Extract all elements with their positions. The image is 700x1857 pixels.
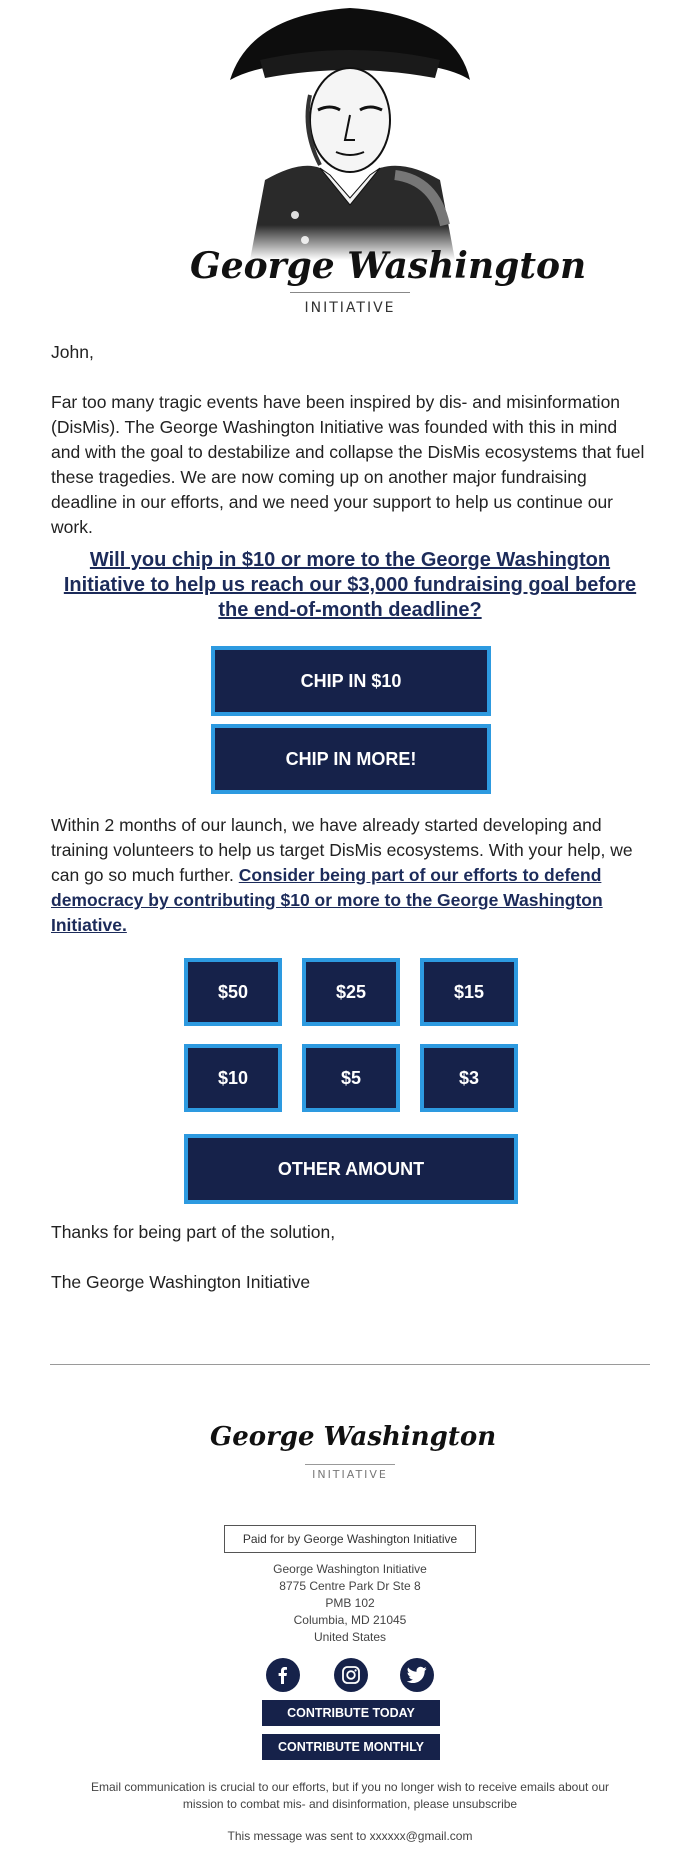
amount-5-button[interactable]: $5: [302, 1044, 400, 1112]
paragraph-2: [51, 813, 651, 938]
amount-3-button[interactable]: $3: [420, 1044, 518, 1112]
ask-link[interactable]: Will you chip in $10 or more to the George Washington Initiative to help us reach our $3,000 fundraising goal before the end-of-month deadline?: [63, 549, 637, 621]
instagram-glyph: [341, 1665, 361, 1685]
sent-to-note: This message was sent to xxxxxx@gmail.com: [227, 1829, 473, 1843]
footer-logo-rule: [305, 1464, 395, 1465]
closing-line: Thanks for being part of the solution,: [51, 1222, 336, 1242]
footer-divider: [50, 1364, 650, 1365]
signature: The George Washington Initiative: [51, 1272, 311, 1292]
address-line: Columbia, MD 21045: [293, 1613, 407, 1627]
amount-15-button[interactable]: $15: [420, 958, 518, 1026]
address-line: PMB 102: [325, 1596, 375, 1610]
header-logo-script: George Washington: [190, 245, 587, 287]
paid-for-box: Paid for by George Washington Initiative: [224, 1525, 476, 1553]
amount-10-button[interactable]: $10: [184, 1044, 282, 1112]
intro-paragraph: Far too many tragic events have been inspired by dis- and misinformation (DisMis). The George Washington Initiative was founded with this in mind and with the goal to destabilize and collapse the DisMis ecosystems that fuel these tragedies. We are now coming up on another major fundraising deadline in our efforts, and we need your support to help us continue our work.: [51, 392, 645, 537]
washington-portrait: [190, 0, 510, 260]
contribute-link[interactable]: Consider being part of our efforts to defend democracy by contributing $10 or more to the George Washington Initiative.: [51, 865, 603, 935]
header-logo-rule: [290, 292, 410, 293]
paragraph-2-text: Within 2 months of our launch, we have already started developing and training volunteers to help us target DisMis ecosystems. With your help, we can go so much further.: [51, 815, 633, 885]
greeting: John,: [51, 342, 94, 362]
contribute-monthly-button[interactable]: CONTRIBUTE MONTHLY: [262, 1734, 440, 1760]
instagram-icon[interactable]: [334, 1658, 368, 1692]
other-amount-button[interactable]: OTHER AMOUNT: [184, 1134, 518, 1204]
address-line: United States: [313, 1630, 387, 1644]
amount-25-button[interactable]: $25: [302, 958, 400, 1026]
unsubscribe-note[interactable]: Email communication is crucial to our efforts, but if you no longer wish to receive emails about our mission to combat mis- and disinformation, please unsubscribe: [90, 1780, 610, 1811]
twitter-glyph: [407, 1666, 427, 1684]
chip-in-10-button[interactable]: CHIP IN $10: [211, 646, 491, 716]
footer-logo-script: George Washington: [210, 1422, 497, 1452]
facebook-icon[interactable]: [266, 1658, 300, 1692]
address-line: George Washington Initiative: [273, 1562, 427, 1576]
facebook-glyph: [274, 1666, 292, 1684]
amount-50-button[interactable]: $50: [184, 958, 282, 1026]
chip-in-more-button[interactable]: CHIP IN MORE!: [211, 724, 491, 794]
footer-logo-sub: INITIATIVE: [312, 1468, 388, 1481]
address-line: 8775 Centre Park Dr Ste 8: [279, 1579, 421, 1593]
header-logo-sub: INITIATIVE: [304, 300, 396, 316]
twitter-icon[interactable]: [400, 1658, 434, 1692]
contribute-today-button[interactable]: CONTRIBUTE TODAY: [262, 1700, 440, 1726]
